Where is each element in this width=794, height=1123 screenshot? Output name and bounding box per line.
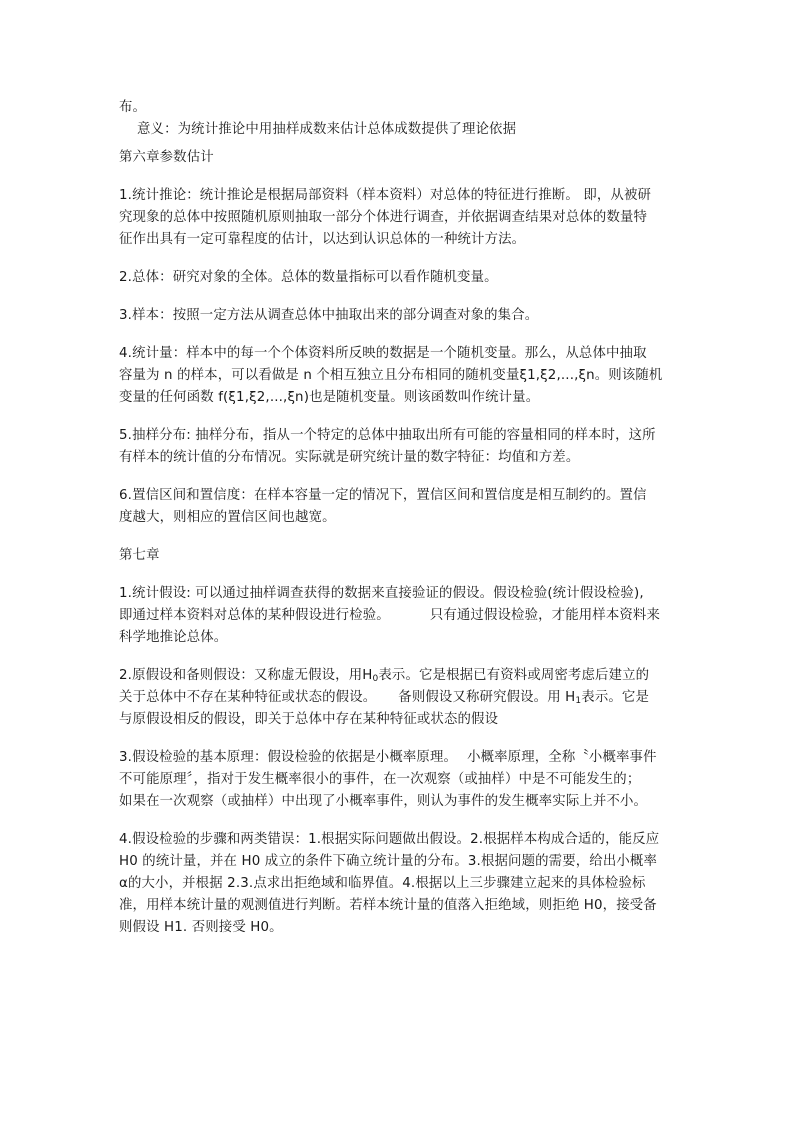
intro-text xyxy=(119,97,681,141)
chapter7-heading: 第七章 xyxy=(119,548,160,563)
significance-line: 意义：为统计推论中用抽样成数来估计总体成数提供了理论依据 xyxy=(137,122,517,137)
ch7-item-2 xyxy=(119,665,681,731)
subscript: 0 xyxy=(372,674,379,684)
text-line: 容量为 n 的样本，可以看做是 n 个相互独立且分布相同的随机变量ξ1,ξ2,...,ξn。则该随机 xyxy=(119,368,663,383)
text-line: 1.统计推论：统计推论是根据局部资料（样本资料）对总体的特征进行推断。 即，从被研 xyxy=(119,188,652,203)
text-line: 4.统计量：样本中的每一个个体资料所反映的数据是一个随机变量。那么，从总体中抽取 xyxy=(119,346,647,361)
subscript: 1 xyxy=(575,696,582,706)
text-line: 度越大，则相应的置信区间也越宽。 xyxy=(119,510,336,525)
text-line: 究现象的总体中按照随机原则抽取一部分个体进行调查，并依据调查结果对总体的数量特 xyxy=(119,210,648,225)
chapter6-heading: 第六章参数估计 xyxy=(119,150,214,165)
text-line xyxy=(119,665,681,687)
ch6-item-3 xyxy=(119,305,681,327)
text-line: 变量的任何函数 f(ξ1,ξ2,...,ξn)也是随机变量。则该函数叫作统计量。 xyxy=(119,390,540,405)
text-line: 与原假设相反的假设，即关于总体中存在某种特征或状态的假设 xyxy=(119,712,499,727)
text-line xyxy=(119,605,681,627)
text-line: 5.抽样分布: 抽样分布，指从一个特定的总体中抽取出所有可能的容量相同的样本时，这所 xyxy=(119,428,656,443)
text-segment: 备则假设又称研究假设。用 H xyxy=(398,690,576,705)
ch6-item-5 xyxy=(119,425,681,469)
text-line: 如果在一次观察（或抽样）中出现了小概率事件，则认为事件的发生概率实际上并不小。 xyxy=(119,794,648,809)
text-line: 3.样本：按照一定方法从调查总体中抽取出来的部分调查对象的集合。 xyxy=(119,308,539,323)
text-segment: 2.原假设和备则假设：又称虚无假设，用H xyxy=(119,668,373,683)
text-line: α的大小，并根据 2.3.点求出拒绝域和临界值。4.根据以上三步骤建立起来的具体检验标 xyxy=(119,876,646,891)
text-line: 4.假设检验的步骤和两类错误：1.根据实际问题做出假设。2.根据样本构成合适的，能反应 xyxy=(119,832,660,847)
ch6-item-6 xyxy=(119,485,681,529)
text-line: 不可能原理〞，指对于发生概率很小的事件，在一次观察（或抽样）中是不可能发生的； xyxy=(119,772,641,787)
ch7-item-4 xyxy=(119,829,681,939)
text-segment: 表示。它是 xyxy=(581,690,649,705)
ch7-item-1 xyxy=(119,583,681,649)
text-line: 1.统计假设: 可以通过抽样调查获得的数据来直接验证的假设。假设检验(统计假设检验), xyxy=(119,586,644,601)
text-line xyxy=(119,687,681,709)
text-line: 6.置信区间和置信度：在样本容量一定的情况下，置信区间和置信度是相互制约的。置信 xyxy=(119,488,647,503)
text-line: H0 的统计量，并在 H0 成立的条件下确立统计量的分布。3.根据问题的需要，给出小概率 xyxy=(119,854,657,869)
text-line: 2.总体：研究对象的全体。总体的数量指标可以看作随机变量。 xyxy=(119,270,498,285)
text-line: 科学地推论总体。 xyxy=(119,630,228,645)
text-segment: 即通过样本资料对总体的某种假设进行检验。 xyxy=(119,608,390,623)
ch6-item-1 xyxy=(119,185,681,251)
ch7-item-3 xyxy=(119,747,681,813)
text-line: 有样本的统计值的分布情况。实际就是研究统计量的数字特征：均值和方差。 xyxy=(119,450,580,465)
text-line: 征作出具有一定可靠程度的估计，以达到认识总体的一种统计方法。 xyxy=(119,232,526,247)
text-line: 准，用样本统计量的观测值进行判断。若样本统计量的值落入拒绝域，则拒绝 H0，接受备 xyxy=(119,898,657,913)
ch6-item-2 xyxy=(119,267,681,289)
text-segment: 小概率原理，全称〝小概率事件 xyxy=(467,750,657,765)
text-segment: 表示。它是根据已有资料或周密考虑后建立的 xyxy=(378,668,650,683)
text-segment: 3.假设检验的基本原理：假设检验的依据是小概率原理。 xyxy=(119,750,458,765)
text-line xyxy=(119,747,681,769)
text-line: 布。 xyxy=(119,100,147,115)
ch6-item-4 xyxy=(119,343,681,409)
text-segment: 只有通过假设检验，才能用样本资料来 xyxy=(429,608,661,623)
document-page xyxy=(119,97,681,939)
text-segment: 关于总体中不存在某种特征或状态的假设。 xyxy=(119,690,377,705)
text-line: 则假设 H1. 否则接受 H0。 xyxy=(119,920,283,935)
